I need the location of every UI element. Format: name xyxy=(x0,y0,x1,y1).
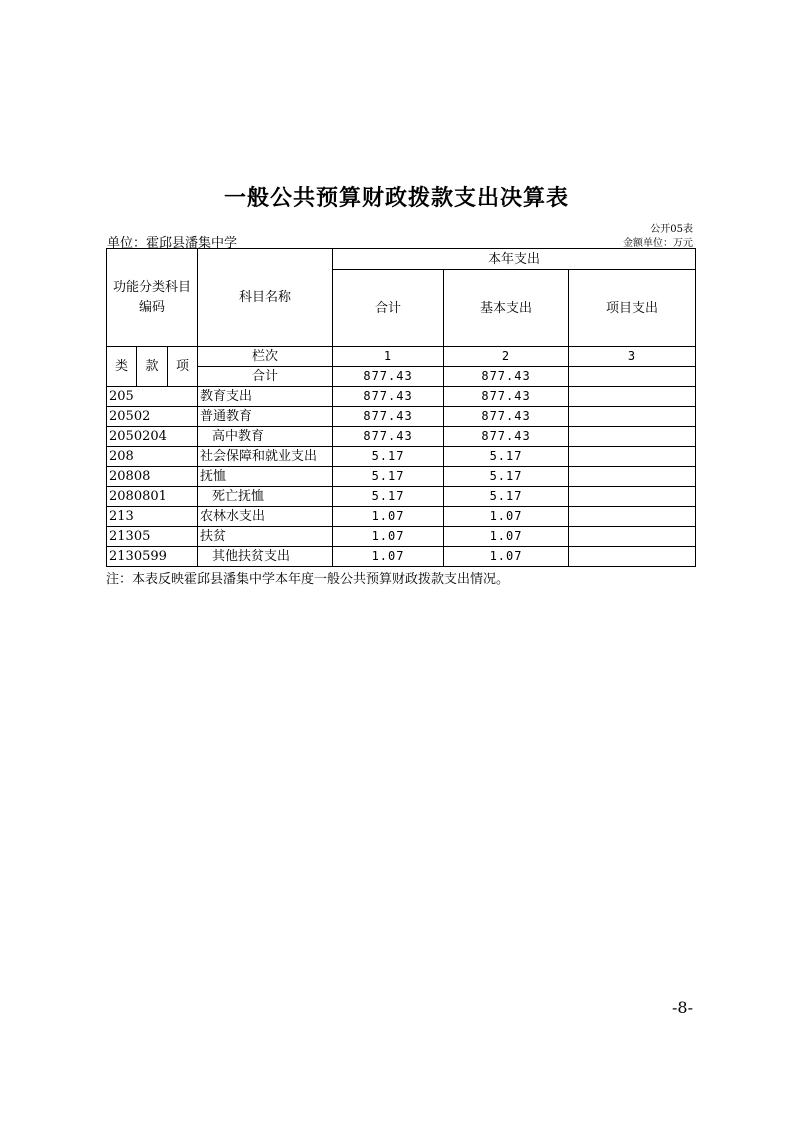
table-row xyxy=(107,547,696,567)
sum-label: 合计 xyxy=(198,367,333,387)
header-basic: 基本支出 xyxy=(444,270,569,347)
col-index-3: 3 xyxy=(569,347,696,367)
header-lanci: 栏次 xyxy=(198,347,333,367)
row-basic: 5.17 xyxy=(444,487,569,507)
row-code: 20502 xyxy=(107,407,198,427)
header-subject-name: 科目名称 xyxy=(198,249,333,347)
header-xiang: 项 xyxy=(168,347,198,387)
header-this-year: 本年支出 xyxy=(333,249,696,270)
row-subject-name: 扶贫 xyxy=(198,527,333,547)
row-subject-name: 高中教育 xyxy=(198,427,333,447)
row-subject-name: 社会保障和就业支出 xyxy=(198,447,333,467)
row-project xyxy=(569,407,696,427)
row-basic: 5.17 xyxy=(444,447,569,467)
header-total: 合计 xyxy=(333,270,444,347)
row-code: 2080801 xyxy=(107,487,198,507)
row-total: 1.07 xyxy=(333,547,444,567)
row-code: 21305 xyxy=(107,527,198,547)
table-row xyxy=(107,407,696,427)
row-code: 2130599 xyxy=(107,547,198,567)
row-total: 1.07 xyxy=(333,507,444,527)
row-project xyxy=(569,467,696,487)
table-row xyxy=(107,487,696,507)
row-code: 20808 xyxy=(107,467,198,487)
footnote: 注：本表反映霍邱县潘集中学本年度一般公共预算财政拨款支出情况。 xyxy=(106,572,510,587)
row-basic: 877.43 xyxy=(444,387,569,407)
row-total: 877.43 xyxy=(333,407,444,427)
row-code: 213 xyxy=(107,507,198,527)
row-total: 5.17 xyxy=(333,447,444,467)
table-row xyxy=(107,527,696,547)
row-project xyxy=(569,547,696,567)
sum-total: 877.43 xyxy=(333,367,444,387)
row-basic: 1.07 xyxy=(444,527,569,547)
row-total: 1.07 xyxy=(333,527,444,547)
row-subject-name: 农林水支出 xyxy=(198,507,333,527)
row-subject-name: 普通教育 xyxy=(198,407,333,427)
table-row xyxy=(107,427,696,447)
table-row xyxy=(107,507,696,527)
col-index-2: 2 xyxy=(444,347,569,367)
sum-basic: 877.43 xyxy=(444,367,569,387)
row-code: 208 xyxy=(107,447,198,467)
row-subject-name: 其他扶贫支出 xyxy=(198,547,333,567)
table-row xyxy=(107,387,696,407)
header-func-code: 功能分类科目编码 xyxy=(107,249,198,347)
row-basic: 877.43 xyxy=(444,427,569,447)
row-total: 5.17 xyxy=(333,467,444,487)
row-total: 5.17 xyxy=(333,487,444,507)
page-title: 一般公共预算财政拨款支出决算表 xyxy=(223,185,569,211)
form-number: 公开05表 xyxy=(650,224,693,235)
unit-label: 单位：霍邱县潘集中学 xyxy=(107,236,238,251)
header-project: 项目支出 xyxy=(569,270,696,347)
row-project xyxy=(569,487,696,507)
row-project xyxy=(569,447,696,467)
expenditure-table xyxy=(106,248,696,567)
row-project xyxy=(569,427,696,447)
amount-unit-label: 金额单位：万元 xyxy=(623,238,693,249)
row-subject-name: 死亡抚恤 xyxy=(198,487,333,507)
row-total: 877.43 xyxy=(333,387,444,407)
sum-project xyxy=(569,367,696,387)
row-basic: 877.43 xyxy=(444,407,569,427)
row-code: 205 xyxy=(107,387,198,407)
row-project xyxy=(569,507,696,527)
row-subject-name: 抚恤 xyxy=(198,467,333,487)
table-row xyxy=(107,447,696,467)
page-number: -8- xyxy=(672,998,693,1017)
header-lei: 类 xyxy=(107,347,137,387)
row-basic: 1.07 xyxy=(444,547,569,567)
row-code: 2050204 xyxy=(107,427,198,447)
row-project xyxy=(569,387,696,407)
table-row xyxy=(107,467,696,487)
row-subject-name: 教育支出 xyxy=(198,387,333,407)
row-total: 877.43 xyxy=(333,427,444,447)
row-basic: 5.17 xyxy=(444,467,569,487)
row-basic: 1.07 xyxy=(444,507,569,527)
row-project xyxy=(569,527,696,547)
header-kuan: 款 xyxy=(137,347,168,387)
col-index-1: 1 xyxy=(333,347,444,367)
